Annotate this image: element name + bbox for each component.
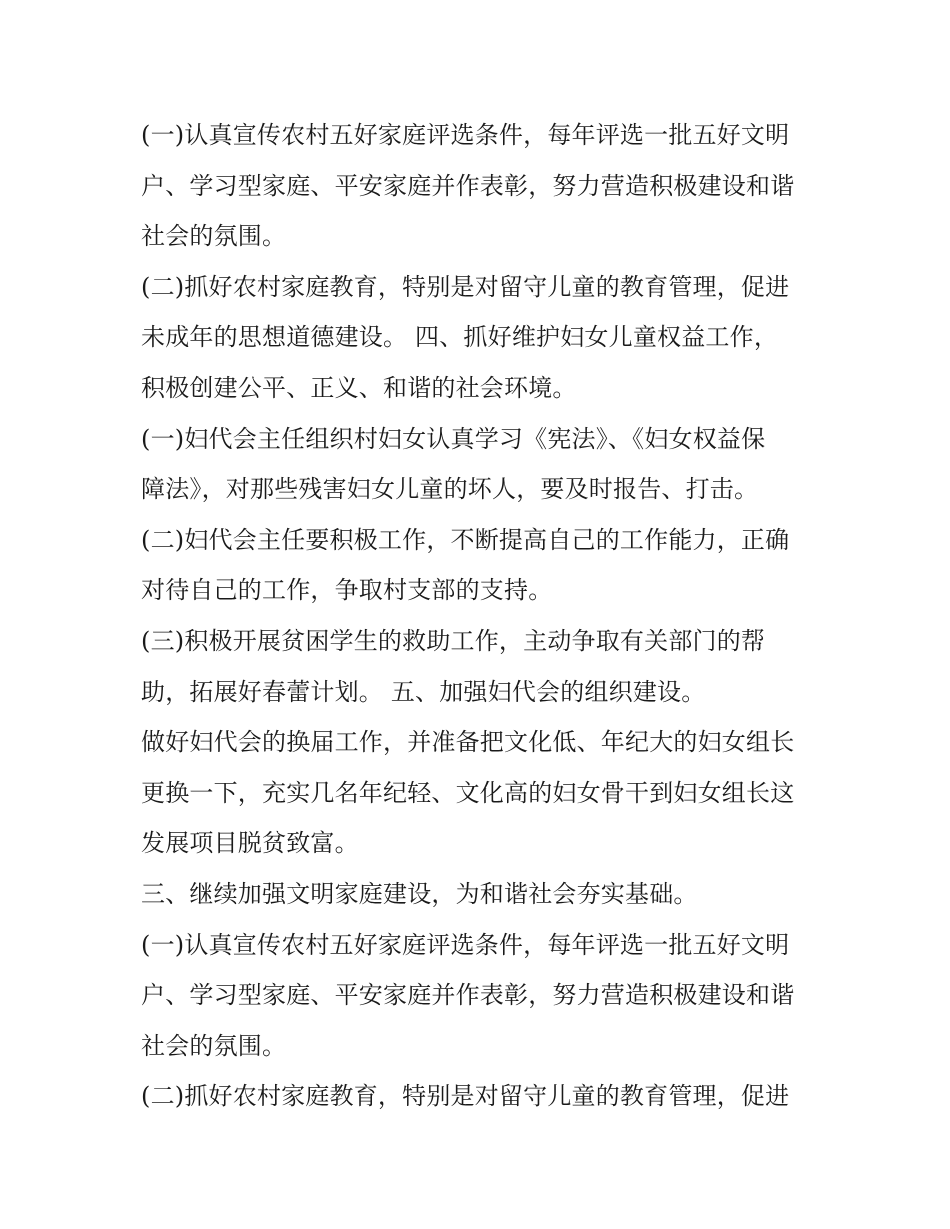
- text-line: (三)积极开展贫困学生的救助工作，主动争取有关部门的帮: [141, 626, 766, 655]
- text-line: 未成年的思想道德建设。 四、抓好维护妇女儿童权益工作，: [141, 323, 779, 352]
- text-line: 户、学习型家庭、平安家庭并作表彰，努力营造积极建设和谐: [141, 171, 795, 200]
- text-line: 对待自己的工作，争取村支部的支持。: [141, 576, 553, 605]
- text-line: 户、学习型家庭、平安家庭并作表彰，努力营造积极建设和谐: [141, 981, 795, 1010]
- text-line: 积极创建公平、正义、和谐的社会环境。: [141, 373, 577, 402]
- text-line: (二)妇代会主任要积极工作，不断提高自己的工作能力，正确: [141, 525, 790, 554]
- text-line: (一)认真宣传农村五好家庭评选条件，每年评选一批五好文明: [141, 121, 790, 149]
- text-line: 做好妇代会的换届工作，并准备把文化低、年纪大的妇女组长: [141, 728, 795, 757]
- text-line: 助，拓展好春蕾计划。 五、加强妇代会的组织建设。: [141, 677, 706, 706]
- text-line: 三、继续加强文明家庭建设，为和谐社会夯实基础。: [141, 879, 698, 908]
- document-body: [141, 110, 821, 1122]
- text-line: 社会的氛围。: [141, 1031, 287, 1060]
- text-line: 障法》，对那些残害妇女儿童的坏人，要及时报告、打击。: [141, 475, 759, 504]
- text-line: (一)认真宣传农村五好家庭评选条件，每年评选一批五好文明: [141, 930, 790, 959]
- text-line: (二)抓好农村家庭教育，特别是对留守儿童的教育管理，促进: [141, 272, 790, 301]
- text-line: 发展项目脱贫致富。: [141, 829, 359, 858]
- text-line: 更换一下，充实几名年纪轻、文化高的妇女骨干到妇女组长这: [141, 778, 795, 807]
- text-line: (一)妇代会主任组织村妇女认真学习《宪法》、《妇女权益保: [141, 424, 766, 453]
- text-line: 社会的氛围。: [141, 222, 287, 251]
- text-line: (二)抓好农村家庭教育，特别是对留守儿童的教育管理，促进: [141, 1082, 790, 1111]
